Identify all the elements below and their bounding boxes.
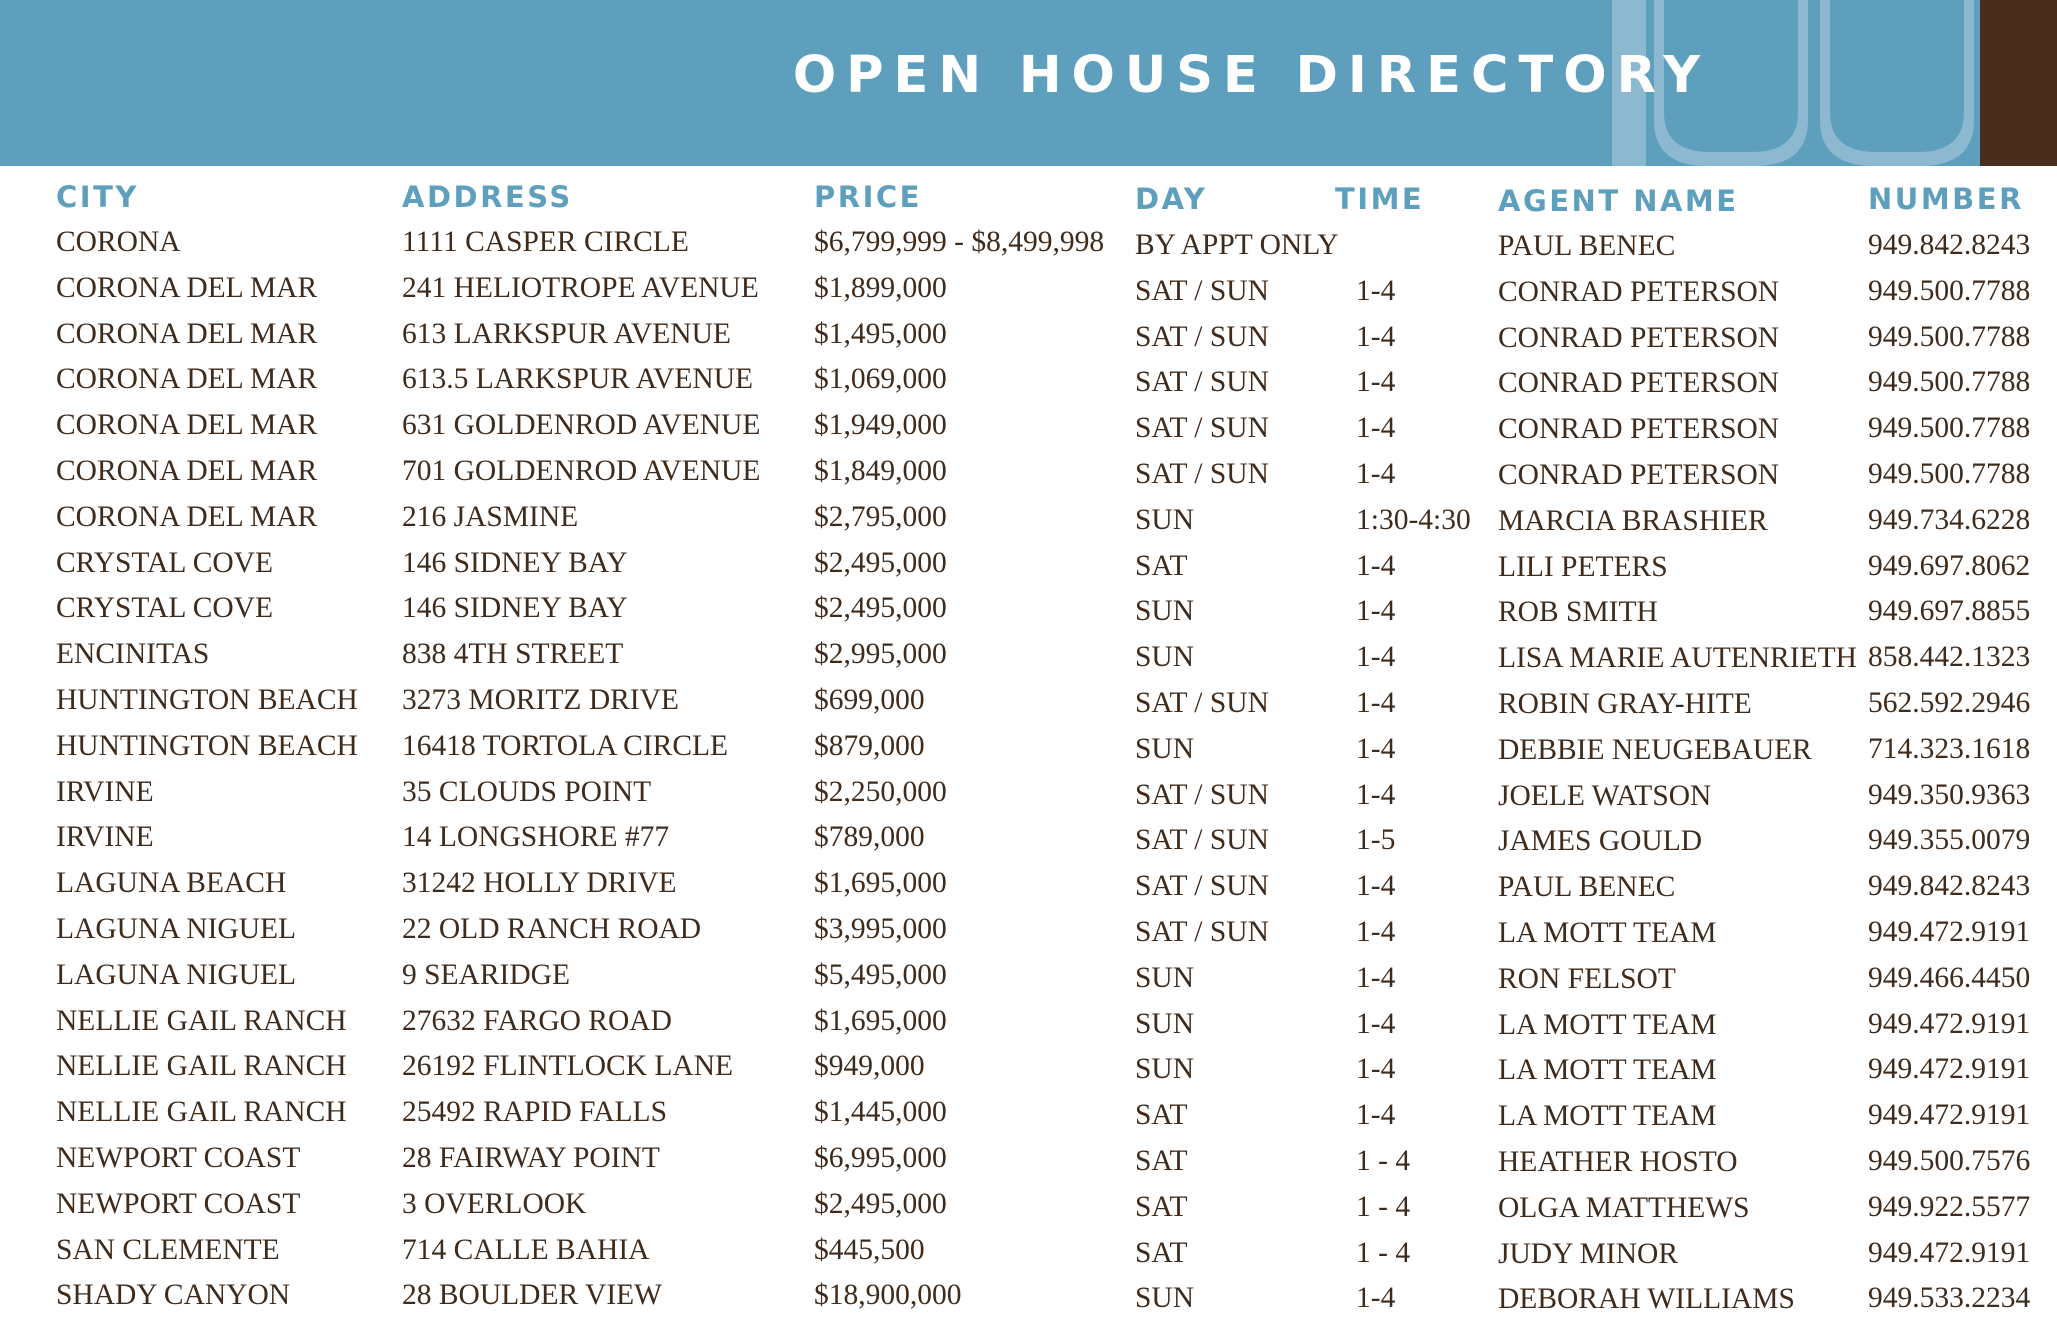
price-cell: $1,899,000: [814, 271, 947, 304]
day-cell: SAT / SUN: [1135, 274, 1269, 307]
city-cell: NELLIE GAIL RANCH: [56, 1004, 347, 1037]
agent-name-cell: JUDY MINOR: [1498, 1237, 1679, 1270]
day-cell: SAT / SUN: [1135, 366, 1269, 399]
phone-number-cell: 949.500.7788: [1868, 412, 2031, 445]
brown-accent-strip: [1980, 0, 2057, 166]
price-cell: $1,695,000: [814, 1004, 947, 1037]
time-cell: 1-4: [1356, 1007, 1396, 1040]
address-cell: 146 SIDNEY BAY: [402, 592, 628, 625]
table-row: [0, 819, 2057, 865]
table-row: [0, 545, 2057, 591]
day-cell: SUN: [1135, 961, 1195, 994]
price-cell: $2,795,000: [814, 500, 947, 533]
column-header-time: TIME: [1335, 182, 1425, 216]
city-cell: LAGUNA BEACH: [56, 867, 287, 900]
agent-name-cell: MARCIA BRASHIER: [1498, 504, 1768, 537]
city-cell: CORONA DEL MAR: [56, 409, 318, 442]
city-cell: NEWPORT COAST: [56, 1187, 301, 1220]
agent-name-cell: RON FELSOT: [1498, 962, 1676, 995]
city-cell: CRYSTAL COVE: [56, 546, 274, 579]
address-cell: 35 CLOUDS POINT: [402, 775, 652, 808]
column-header-number: NUMBER: [1868, 182, 2024, 216]
address-cell: 241 HELIOTROPE AVENUE: [402, 271, 759, 304]
price-cell: $2,495,000: [814, 1187, 947, 1220]
agent-name-cell: LA MOTT TEAM: [1498, 1054, 1717, 1087]
city-cell: IRVINE: [56, 775, 154, 808]
time-cell: 1-4: [1356, 778, 1396, 811]
page-title: OPEN HOUSE DIRECTORY: [792, 46, 1710, 105]
phone-number-cell: 949.472.9191: [1868, 1236, 2031, 1269]
address-cell: 22 OLD RANCH ROAD: [402, 912, 702, 945]
time-cell: 1-4: [1356, 961, 1396, 994]
agent-name-cell: LA MOTT TEAM: [1498, 916, 1717, 949]
city-cell: CORONA DEL MAR: [56, 317, 318, 350]
price-cell: $879,000: [814, 729, 925, 762]
address-cell: 216 JASMINE: [402, 500, 579, 533]
table-row: [0, 1094, 2057, 1140]
time-cell: 1 - 4: [1356, 1144, 1411, 1177]
phone-number-cell: 949.472.9191: [1868, 1007, 2031, 1040]
city-cell: CORONA DEL MAR: [56, 454, 318, 487]
day-cell: SAT / SUN: [1135, 412, 1269, 445]
agent-name-cell: CONRAD PETERSON: [1498, 275, 1780, 308]
day-cell: SAT / SUN: [1135, 778, 1269, 811]
price-cell: $6,799,999 - $8,499,998: [814, 226, 1105, 258]
agent-name-cell: DEBORAH WILLIAMS: [1498, 1283, 1795, 1316]
agent-name-cell: ROB SMITH: [1498, 596, 1658, 629]
table-row: [0, 728, 2057, 774]
city-cell: LAGUNA NIGUEL: [56, 912, 297, 945]
address-cell: 27632 FARGO ROAD: [402, 1004, 672, 1037]
city-cell: HUNTINGTON BEACH: [56, 683, 358, 716]
day-cell: SUN: [1135, 641, 1195, 674]
time-cell: 1-4: [1356, 320, 1396, 353]
address-cell: 9 SEARIDGE: [402, 958, 570, 991]
agent-name-cell: LILI PETERS: [1498, 550, 1668, 583]
table-row: [0, 453, 2057, 499]
table-row: [0, 407, 2057, 453]
city-cell: CORONA DEL MAR: [56, 500, 318, 533]
phone-number-cell: 949.842.8243: [1868, 870, 2031, 903]
city-cell: SHADY CANYON: [56, 1279, 291, 1312]
column-header-city: CITY: [56, 180, 139, 214]
city-cell: LAGUNA NIGUEL: [56, 958, 297, 991]
city-cell: NELLIE GAIL RANCH: [56, 1096, 347, 1129]
address-cell: 613 LARKSPUR AVENUE: [402, 317, 731, 350]
phone-number-cell: 949.922.5577: [1868, 1190, 2031, 1223]
column-header-address: ADDRESS: [402, 180, 573, 214]
address-cell: 838 4TH STREET: [402, 638, 624, 671]
price-cell: $1,849,000: [814, 454, 947, 487]
address-cell: 14 LONGSHORE #77: [402, 821, 670, 854]
phone-number-cell: 949.466.4450: [1868, 961, 2031, 994]
day-cell: SAT / SUN: [1135, 824, 1269, 857]
agent-name-cell: CONRAD PETERSON: [1498, 321, 1780, 354]
column-header-price: PRICE: [814, 180, 922, 214]
table-row: [0, 1277, 2057, 1323]
table-row: [0, 361, 2057, 407]
address-cell: 16418 TORTOLA CIRCLE: [402, 729, 729, 762]
time-cell: 1-4: [1356, 366, 1396, 399]
time-cell: 1-4: [1356, 915, 1396, 948]
price-cell: $789,000: [814, 821, 925, 854]
day-cell: SAT: [1135, 1236, 1188, 1269]
phone-number-cell: 949.842.8243: [1868, 229, 2031, 261]
city-cell: CORONA DEL MAR: [56, 271, 318, 304]
time-cell: 1 - 4: [1356, 1236, 1411, 1269]
phone-number-cell: 949.734.6228: [1868, 503, 2031, 536]
phone-number-cell: 562.592.2946: [1868, 686, 2031, 719]
table-row: [0, 499, 2057, 545]
day-cell: SAT: [1135, 1099, 1188, 1132]
table-row: [0, 224, 2057, 270]
price-cell: $2,495,000: [814, 592, 947, 625]
address-cell: 3 OVERLOOK: [402, 1187, 587, 1220]
day-cell: SAT / SUN: [1135, 870, 1269, 903]
agent-name-cell: ROBIN GRAY-HITE: [1498, 687, 1752, 720]
table-row: [0, 636, 2057, 682]
city-cell: CRYSTAL COVE: [56, 592, 274, 625]
agent-name-cell: JOELE WATSON: [1498, 779, 1712, 812]
agent-name-cell: CONRAD PETERSON: [1498, 367, 1780, 400]
time-cell: 1-4: [1356, 412, 1396, 445]
address-cell: 701 GOLDENROD AVENUE: [402, 454, 761, 487]
time-cell: 1-4: [1356, 274, 1396, 307]
table-row: [0, 270, 2057, 316]
price-cell: $2,995,000: [814, 638, 947, 671]
city-cell: CORONA: [56, 226, 181, 258]
phone-number-cell: 949.472.9191: [1868, 1053, 2031, 1086]
price-cell: $2,495,000: [814, 546, 947, 579]
price-cell: $445,500: [814, 1233, 925, 1266]
agent-name-cell: PAUL BENEC: [1498, 230, 1676, 262]
price-cell: $2,250,000: [814, 775, 947, 808]
city-cell: SAN CLEMENTE: [56, 1233, 280, 1266]
phone-number-cell: 949.350.9363: [1868, 778, 2031, 811]
day-cell: SAT / SUN: [1135, 915, 1269, 948]
address-cell: 1111 CASPER CIRCLE: [402, 226, 689, 258]
day-cell: SAT: [1135, 549, 1188, 582]
agent-name-cell: HEATHER HOSTO: [1498, 1145, 1738, 1178]
price-cell: $1,445,000: [814, 1096, 947, 1129]
price-cell: $699,000: [814, 683, 925, 716]
phone-number-cell: 949.355.0079: [1868, 824, 2031, 857]
address-cell: 613.5 LARKSPUR AVENUE: [402, 363, 754, 396]
phone-number-cell: 949.472.9191: [1868, 915, 2031, 948]
table-row: [0, 865, 2057, 911]
agent-name-cell: LA MOTT TEAM: [1498, 1100, 1717, 1133]
address-cell: 714 CALLE BAHIA: [402, 1233, 650, 1266]
phone-number-cell: 949.697.8062: [1868, 549, 2031, 582]
phone-number-cell: 858.442.1323: [1868, 641, 2031, 674]
agent-name-cell: OLGA MATTHEWS: [1498, 1191, 1750, 1224]
price-cell: $1,949,000: [814, 409, 947, 442]
table-row: [0, 957, 2057, 1003]
header-banner: [0, 0, 2057, 166]
table-row: [0, 911, 2057, 957]
phone-number-cell: 949.697.8855: [1868, 595, 2031, 628]
day-cell: SUN: [1135, 732, 1195, 765]
day-cell: SAT: [1135, 1144, 1188, 1177]
day-cell: BY APPT ONLY: [1135, 229, 1339, 261]
address-cell: 146 SIDNEY BAY: [402, 546, 628, 579]
column-header-day: DAY: [1135, 182, 1208, 216]
day-cell: SUN: [1135, 1053, 1195, 1086]
price-cell: $1,695,000: [814, 867, 947, 900]
agent-name-cell: DEBBIE NEUGEBAUER: [1498, 733, 1812, 766]
phone-number-cell: 949.500.7788: [1868, 320, 2031, 353]
agent-name-cell: LA MOTT TEAM: [1498, 1008, 1717, 1041]
agent-name-cell: JAMES GOULD: [1498, 825, 1703, 858]
city-cell: HUNTINGTON BEACH: [56, 729, 358, 762]
price-cell: $949,000: [814, 1050, 925, 1083]
day-cell: SAT / SUN: [1135, 320, 1269, 353]
day-cell: SUN: [1135, 595, 1195, 628]
address-cell: 28 FAIRWAY POINT: [402, 1141, 660, 1174]
time-cell: 1-4: [1356, 1099, 1396, 1132]
table-row: [0, 1232, 2057, 1278]
table-row: [0, 590, 2057, 636]
time-cell: 1-4: [1356, 1282, 1396, 1315]
table-row: [0, 1003, 2057, 1049]
table-row: [0, 1048, 2057, 1094]
agent-name-cell: PAUL BENEC: [1498, 871, 1676, 904]
time-cell: 1-4: [1356, 457, 1396, 490]
phone-number-cell: 949.500.7788: [1868, 366, 2031, 399]
time-cell: 1-5: [1356, 824, 1396, 857]
directory-table-body: [0, 224, 2057, 1323]
price-cell: $18,900,000: [814, 1279, 962, 1312]
table-row: [0, 774, 2057, 820]
time-cell: 1:30-4:30: [1356, 503, 1471, 536]
day-cell: SAT / SUN: [1135, 457, 1269, 490]
price-cell: $5,495,000: [814, 958, 947, 991]
time-cell: 1-4: [1356, 641, 1396, 674]
day-cell: SAT / SUN: [1135, 686, 1269, 719]
phone-number-cell: 949.500.7576: [1868, 1144, 2031, 1177]
agent-name-cell: LISA MARIE AUTENRIETH: [1498, 642, 1857, 675]
table-row: [0, 1186, 2057, 1232]
day-cell: SUN: [1135, 503, 1195, 536]
time-cell: 1-4: [1356, 686, 1396, 719]
address-cell: 3273 MORITZ DRIVE: [402, 683, 679, 716]
price-cell: $1,495,000: [814, 317, 947, 350]
agent-name-cell: CONRAD PETERSON: [1498, 413, 1780, 446]
time-cell: 1-4: [1356, 595, 1396, 628]
table-row: [0, 682, 2057, 728]
agent-name-cell: CONRAD PETERSON: [1498, 458, 1780, 491]
phone-number-cell: 949.533.2234: [1868, 1282, 2031, 1315]
table-row: [0, 316, 2057, 362]
phone-number-cell: 949.500.7788: [1868, 457, 2031, 490]
price-cell: $6,995,000: [814, 1141, 947, 1174]
city-cell: ENCINITAS: [56, 638, 210, 671]
table-row: [0, 1140, 2057, 1186]
phone-number-cell: 949.472.9191: [1868, 1099, 2031, 1132]
city-cell: IRVINE: [56, 821, 154, 854]
time-cell: 1-4: [1356, 1053, 1396, 1086]
phone-number-cell: 714.323.1618: [1868, 732, 2031, 765]
city-cell: CORONA DEL MAR: [56, 363, 318, 396]
phone-number-cell: 949.500.7788: [1868, 274, 2031, 307]
day-cell: SUN: [1135, 1007, 1195, 1040]
time-cell: 1-4: [1356, 549, 1396, 582]
day-cell: SUN: [1135, 1282, 1195, 1315]
day-cell: SAT: [1135, 1190, 1188, 1223]
city-cell: NELLIE GAIL RANCH: [56, 1050, 347, 1083]
address-cell: 31242 HOLLY DRIVE: [402, 867, 677, 900]
city-cell: NEWPORT COAST: [56, 1141, 301, 1174]
time-cell: 1 - 4: [1356, 1190, 1411, 1223]
price-cell: $3,995,000: [814, 912, 947, 945]
address-cell: 28 BOULDER VIEW: [402, 1279, 663, 1312]
address-cell: 26192 FLINTLOCK LANE: [402, 1050, 734, 1083]
price-cell: $1,069,000: [814, 363, 947, 396]
time-cell: 1-4: [1356, 732, 1396, 765]
column-header-agent-name: AGENT NAME: [1498, 184, 1739, 218]
address-cell: 25492 RAPID FALLS: [402, 1096, 667, 1129]
time-cell: 1-4: [1356, 870, 1396, 903]
address-cell: 631 GOLDENROD AVENUE: [402, 409, 761, 442]
